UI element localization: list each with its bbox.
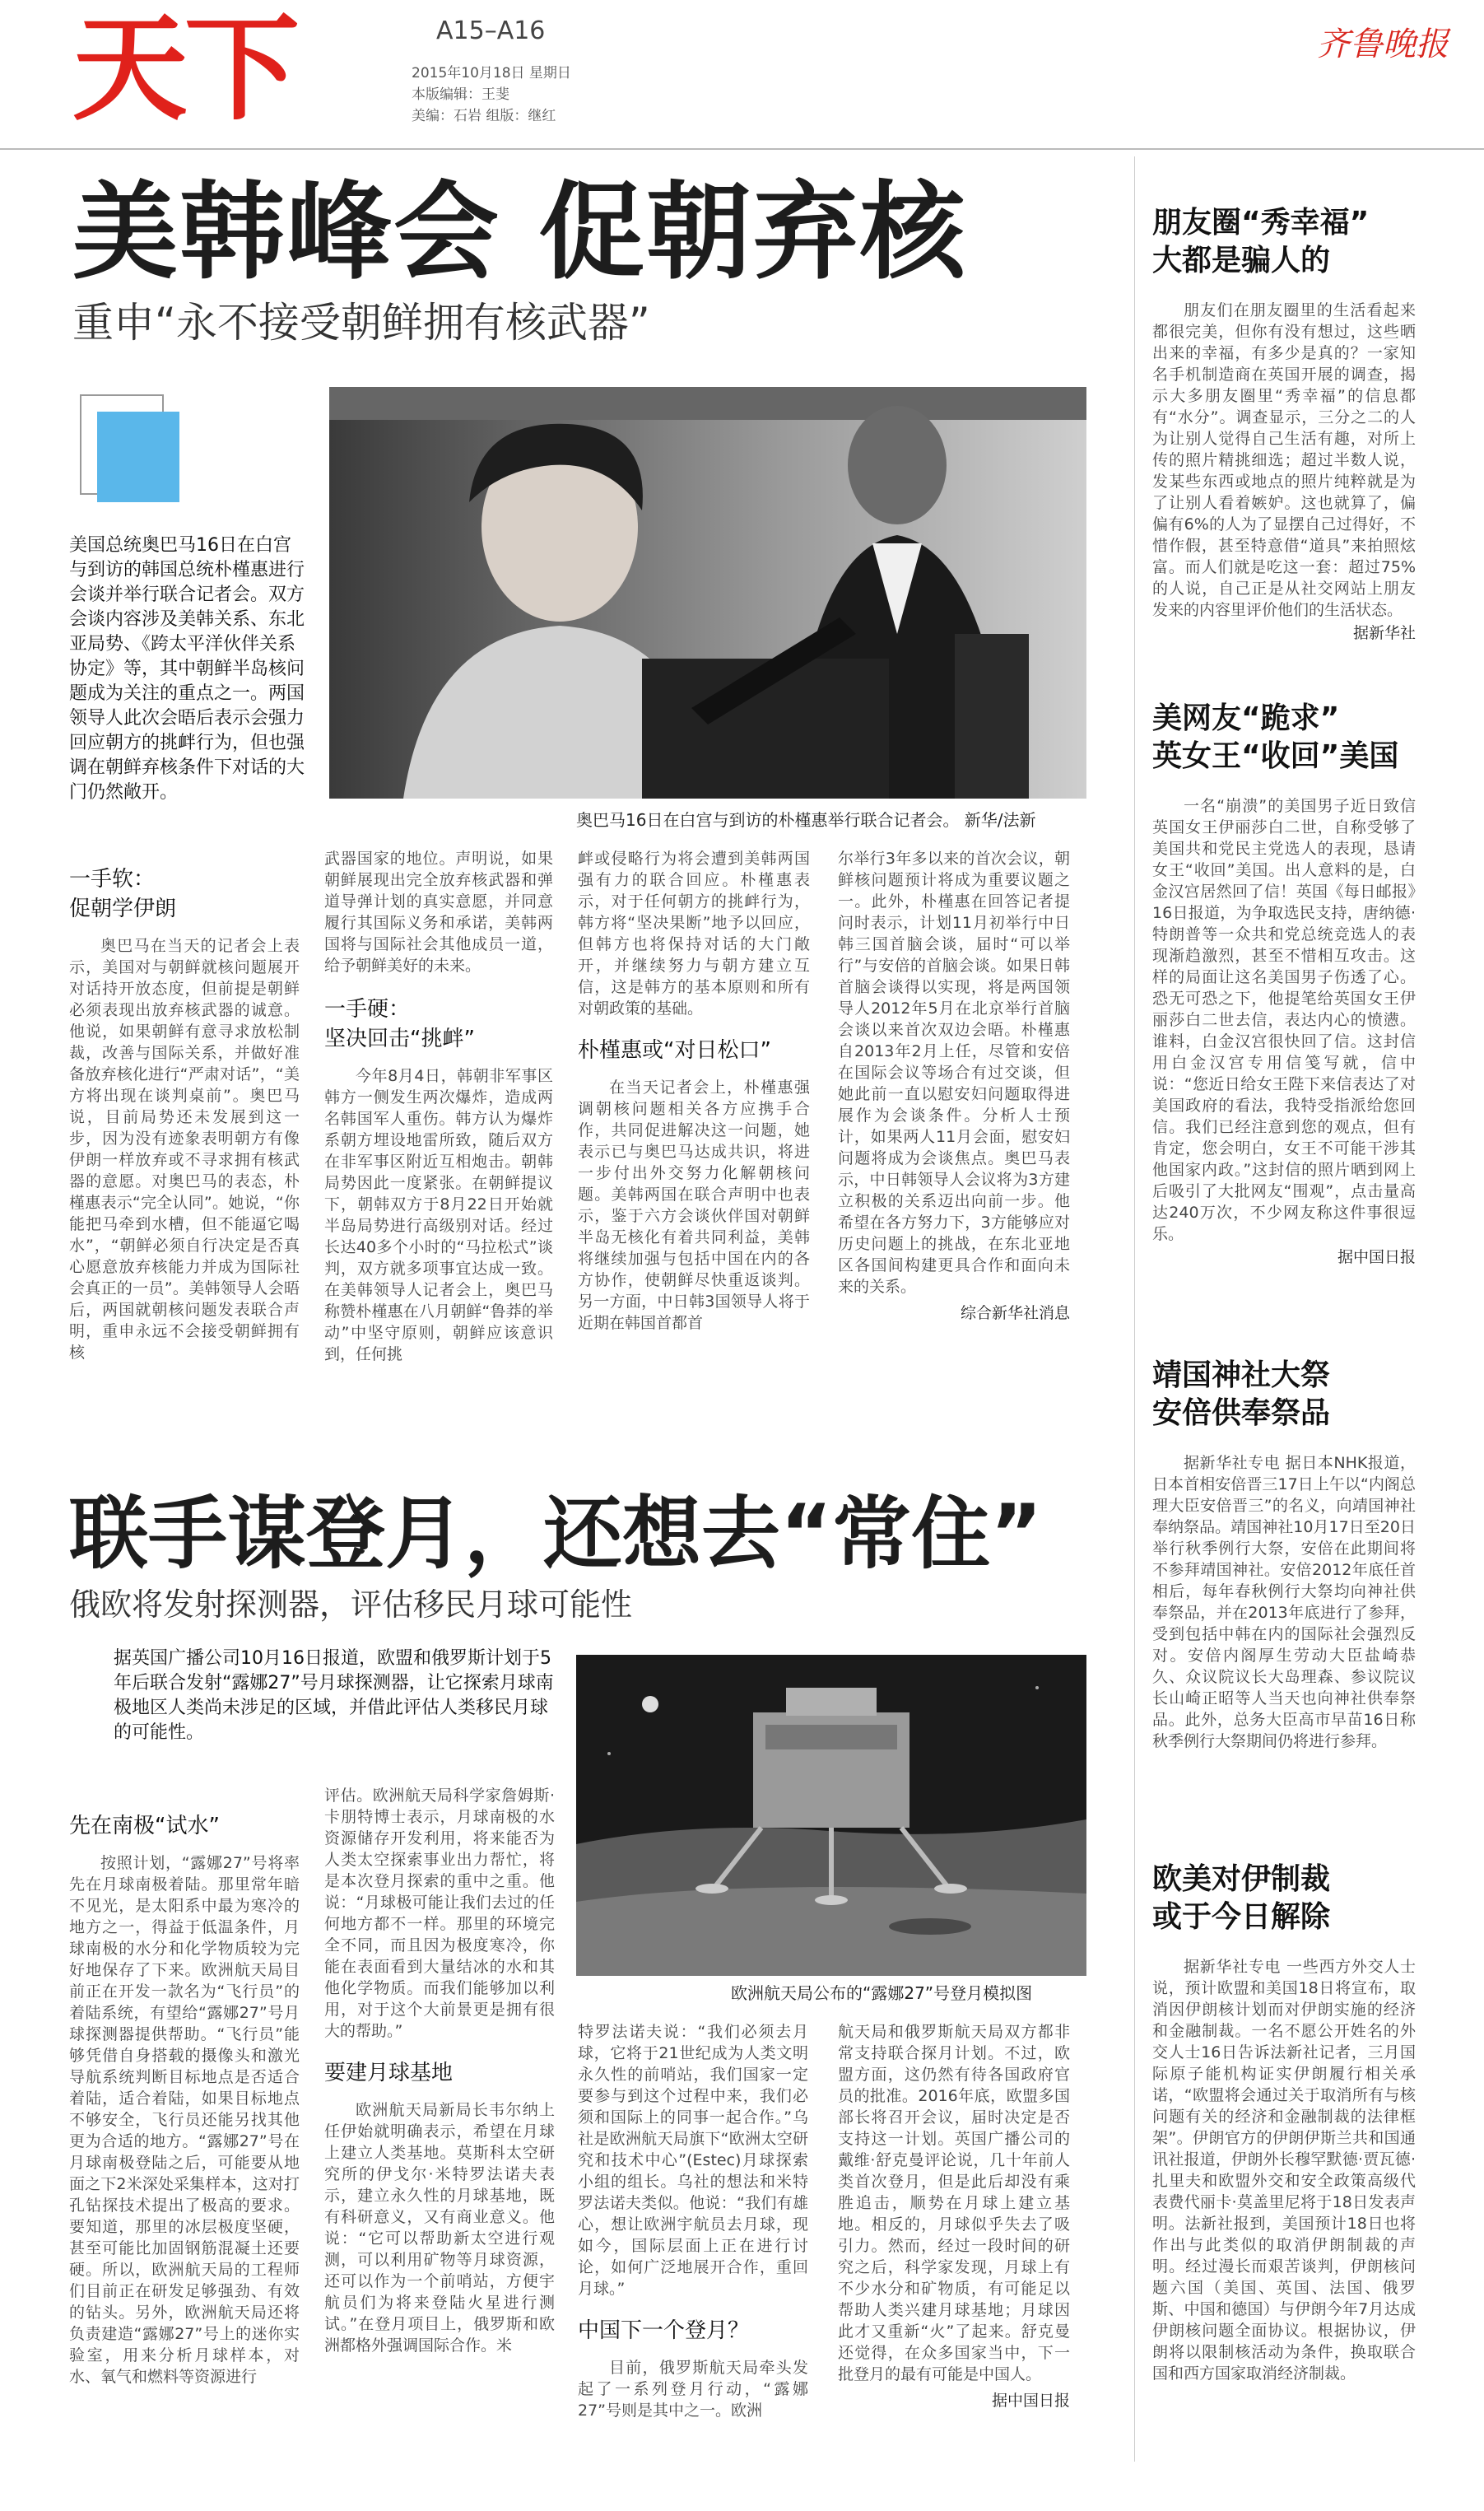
- story1-col2b-text: 今年8月4日，韩朝非军事区韩方一侧发生两次爆炸，造成两名韩国军人重伤。韩方认为爆炸系朝方埋设地雷所致，随后双方在非军事区附近互相炮击。朝韩局势因此一度紧张。在朝鲜提议下，朝韩双方于8月22日开始就半岛局势进行高级别对话。经过长达40多个小时的“马拉松式”谈判，双方就多项事宜达成一致。在美韩领导人记者会上，奥巴马称赞朴槿惠在八月朝鲜“鲁莽的举动”中坚守原则，朝鲜应该意识到，任何挑: [324, 1067, 553, 1363]
- sidebar-brief-4: [1152, 1861, 1416, 2384]
- section-label: 一手软：: [69, 867, 156, 892]
- brief-title: 欧美对伊制裁: [1152, 1862, 1331, 1896]
- story2-intro: 据英国广播公司10月16日报道，欧盟和俄罗斯计划于5年后联合发射“露娜27”号月球探测器，让它探索月球南极地区人类尚未涉足的区域，并借此评估人类移民月球的可能性。: [114, 1648, 554, 1743]
- story2-subhead: 俄欧将发射探测器，评估移民月球可能性: [69, 1586, 633, 1623]
- brief-source: 据中国日报: [1337, 1248, 1416, 1266]
- story1-column-4: [838, 848, 1070, 1323]
- story1-col3-text: 衅或侵略行为将会遭到美韩两国强有力的联合回应。朴槿惠表示，对于任何朝方的挑衅行为，韩方将“坚决果断”地予以回应，但韩方也将保持对话的大门敞开，并继续努力与朝方建立互信，这是韩方的基本原则和所有对朝政策的基础。: [578, 850, 810, 1018]
- story2-source: 据中国日报: [991, 2392, 1070, 2410]
- story2-col2b-text: 欧洲航天局新局长韦尔纳上任伊始就明确表示，希望在月球上建立人类基地。莫斯科太空研究所的伊戈尔·米特罗法诺夫表示，建立永久性的月球基地，既有科研意义，又有商业意义。他说：“它可以帮助新太空进行观测，可以利用矿物等月球资源，还可以作为一个前哨站，方便宇航员们为将来登陆火星进行测试。”在登月项目上，俄罗斯和欧洲都格外强调国际合作。米: [324, 2101, 555, 2355]
- brief-title: 或于今日解除: [1152, 1900, 1331, 1934]
- section-title: 先在南极“试水”: [69, 1814, 220, 1838]
- brief-title: 英女王“收回”美国: [1152, 739, 1399, 773]
- story1-column-2: [324, 848, 553, 1365]
- brief-body: 一名“崩溃”的美国男子近日致信英国女王伊丽莎白二世，自称受够了美国共和党民主党选人的表现，恳请女王“收回”美国。出人意料的是，白金汉宫居然回了信！英国《每日邮报》16日报道，为争取选民支持，唐纳德·特朗普等一众共和党总统竞选人的表现渐趋激烈，甚至不惜相互攻击。这样的局面让这名美国男子伤透了心。恐无可恐之下，他提笔给英国女王伊丽莎白二世去信，表达内心的愤懑。谁料，白金汉宫很快回了信。这封信用白金汉宫专用信笺写就，信中说：“您近日给女王陛下来信表达了对美国政府的看法，我特受指派给您回信。我们已经注意到您的观点，但有肯定，您会明白，女王不可能干涉其他国家内政。”这封信的照片晒到网上后吸引了大批网友“围观”，点击量高达240万次，不少网友称这件事很逗乐。: [1152, 797, 1416, 1243]
- sidebar-brief-3: [1152, 1357, 1416, 1752]
- section-logo: 天下: [72, 2, 297, 137]
- issue-date: 2015年10月18日 星期日: [412, 65, 571, 82]
- story1-col4-text: 尔举行3年多以来的首次会议，朝鲜核问题预计将成为重要议题之一。此外，朴槿惠在回答记者提问时表示，计划11月初举行中日韩三国首脑会谈，届时“可以举行”与安倍的首脑会谈。如果日韩首脑会谈得以实现，将是两国领导人2012年5月在北京举行首脑会谈以来首次双边会晤。朴槿惠自2013年2月上任，尽管和安倍在国际会议等场合有过交谈，但她此前一直以慰安妇问题取得进展作为会谈条件。分析人士预计，如果两人11月会面，慰安妇问题将成为会谈焦点。奥巴马表示，中日韩领导人会议将为3方建立积极的关系迈出向前一步。他希望在各方努力下，3方能够应对历史问题上的挑战，在东北亚地区各国间构建更具合作和面向未来的关系。: [838, 850, 1070, 1296]
- lander-photo: [576, 1655, 1086, 1976]
- lander-photo-caption: 欧洲航天局公布的“露娜27”号登月模拟图: [731, 1983, 1033, 2003]
- section-title: 促朝学伊朗: [69, 897, 177, 921]
- story1-col2-text: 武器国家的地位。声明说，如果朝鲜展现出完全放弃核武器和弹道导弹计划的真实意愿，并同意履行其国际义务和承诺，美韩两国将与国际社会其他成员一道，给予朝鲜美好的未来。: [324, 850, 553, 975]
- story2-headline: 联手谋登月，还想去“常住”: [69, 1488, 1043, 1580]
- story2-col2-text: 评估。欧洲航天局科学家詹姆斯·卡朋特博士表示，月球南极的水资源储存开发利用，将来能否为人类太空探索事业出力帮忙，将是本次登月探索的重中之重。他说：“月球极可能让我们去过的任何地方都不一样。那里的环境完全不同，而且因为极度寒冷，你能在表面看到大量结冰的水和其他化学物质。而我们能够加以利用，对于这个大前景更是拥有很大的帮助。”: [324, 1787, 555, 2040]
- masthead-divider: [0, 148, 1484, 150]
- story1-column-1: [69, 864, 300, 1363]
- brief-body: 据新华社专电 据日本NHK报道，日本首相安倍晋三17日上午以“内阁总理大臣安倍晋三”的名义，向靖国神社奉纳祭品。靖国神社10月17日至20日举行秋季例行大祭，安倍在此期间将不参拜靖国神社。安倍2012年底任首相后，每年春秋例行大祭均向神社供奉祭品，并在2013年底进行了参拜，受到包括中韩在内的国际社会强烈反对。安倍内阁厚生劳动大臣盐崎恭久、众议院议长大岛理森、参议院议长山崎正昭等人当天也向神社供奉祭品。此外，总务大臣高市早苗16日称秋季例行大祭期间仍将进行参拜。: [1152, 1454, 1416, 1750]
- brief-body: 据新华社专电 一些西方外交人士说，预计欧盟和美国18日将宣布，取消因伊朗核计划而对伊朗实施的经济和金融制裁。一名不愿公开姓名的外交人士16日告诉法新社记者，三月国际原子能机构证实伊朗履行相关承诺，“欧盟将会通过关于取消所有与核问题有关的经济和金融制裁的法律框架”。伊朗官方的伊朗伊斯兰共和国通讯社报道，伊朗外长穆罕默德·贾瓦德·扎里夫和欧盟外交和安全政策高级代表费代丽卡·莫盖里尼将于18日发表声明。法新社报到，美国预计18日也将作出与此类似的取消伊朗制裁的声明。经过漫长而艰苦谈判，伊朗核问题六国（美国、英国、法国、俄罗斯、中国和德国）与伊朗今年7月达成伊朗核问题全面协议。根据协议，伊朗将以限制核活动为条件，换取联合国和西方国家取消经济制裁。: [1152, 1958, 1416, 2383]
- story2-column-2: [324, 1785, 555, 2356]
- brief-title: 靖国神社大祭: [1152, 1358, 1331, 1392]
- story2-col3b-text: 目前，俄罗斯航天局牵头发起了一系列登月行动，“露娜27”号则是其中之一。欧洲: [578, 2359, 808, 2420]
- summit-photo: [329, 387, 1086, 799]
- story1-headline: 美韩峰会 促朝弃核: [72, 171, 967, 294]
- brief-title: 大都是骗人的: [1152, 244, 1331, 277]
- section-title: 坚决回击“挑衅”: [324, 1027, 475, 1051]
- story2-col1-text: 按照计划，“露娜27”号将率先在月球南极着陆。那里常年暗不见光，是太阳系中最为寒冷的地方之一，得益于低温条件，月球南极的水分和化学物质较为完好地保存了下来。欧洲航天局目前正在开发一款名为“飞行员”的着陆系统，有望给“露娜27”号月球探测器提供帮助。“飞行员”能够凭借自身搭载的摄像头和激光导航系统判断目标地点是否适合着陆，适合着陆，如果目标地点不够安全，飞行员还能另找其他更为合适的地方。“露娜27”号在月球南极登陆之后，可能要从地面之下2米深处采集样本，这对打孔钻探技术提出了极高的要求。要知道，那里的冰层极度坚硬，甚至可能比加固钢筋混凝土还要硬。所以，欧洲航天局的工程师们目前正在研发足够强劲、有效的钻头。另外，欧洲航天局还将负责建造“露娜27”号上的迷你实验室，用来分析月球样本，对水、氧气和燃料等资源进行: [69, 1854, 300, 2386]
- brief-title: 朋友圈“秀幸福”: [1152, 206, 1370, 240]
- section-title: 中国下一个登月？: [578, 2318, 750, 2343]
- story1-subhead: 重申“永不接受朝鲜拥有核武器”: [72, 299, 650, 347]
- brief-title: 安倍供奉祭品: [1152, 1396, 1331, 1430]
- newspaper-name: 齐鲁晚报: [1317, 26, 1449, 63]
- sidebar-brief-2: [1152, 700, 1416, 1267]
- brief-source: 据新华社: [1352, 624, 1416, 642]
- page-meta: [412, 63, 571, 127]
- sidebar-divider: [1134, 156, 1135, 2462]
- sidebar-brief-1: [1152, 204, 1416, 643]
- quote-box-graphic: [72, 387, 188, 510]
- brief-title: 美网友“跪求”: [1152, 701, 1340, 735]
- story1-intro: 美国总统奥巴马16日在白宫与到访的韩国总统朴槿惠进行会谈并举行联合记者会。双方会谈内容涉及美韩关系、东北亚局势、《跨太平洋伙伴关系协定》等，其中朝鲜半岛核问题成为关注的重点之一。两国领导人此次会晤后表示会强力回应朝方的挑衅行为，但也强调在朝鲜弃核条件下对话的大门仍然敞开。: [69, 535, 305, 803]
- story2-column-1: [69, 1811, 300, 2388]
- story2-column-3: [578, 2021, 808, 2421]
- story2-col3-text: 特罗法诺夫说：“我们必须去月球，它将于21世纪成为人类文明永久性的前哨站，我们国家一定要参与到这个过程中来，我们必须和国际上的同事一起合作。”乌社是欧洲航天局旗下“欧洲太空研究和技术中心”(Estec)月球探索小组的组长。乌社的想法和米特罗法诺夫类似。他说：“我们有雄心，想让欧洲宇航员去月球，现如今，国际层面上正在进行讨论，如何广泛地展开合作，重回月球。”: [578, 2023, 808, 2298]
- story2-column-4: [838, 2021, 1070, 2411]
- page-numbers: A15–A16: [436, 16, 546, 45]
- story1-col1-text: 奥巴马在当天的记者会上表示，美国对与朝鲜就核问题展开对话持开放态度，但前提是朝鲜必须表现出放弃核武器的诚意。他说，如果朝鲜有意寻求放松制裁，改善与国际关系，并做好准备放弃核化进行“严肃对话”，“美方将出现在谈判桌前”。奥巴马说，目前局势还未发展到这一步，因为没有迹象表明朝方有像伊朗一样放弃或不寻求拥有核武器的意愿。对奥巴马的表态，朴槿惠表示“完全认同”。她说，“你能把马牵到水槽，但不能逼它喝水”，“朝鲜必须自行决定是否真心愿意放弃核能力并成为国际社会真正的一员”。美韩领导人会晤后，两国就朝核问题发表联合声明，重申永远不会接受朝鲜拥有核: [69, 937, 300, 1362]
- staff-credit: 美编：石岩 组版：继红: [412, 108, 556, 124]
- story2-col4-text: 航天局和俄罗斯航天局双方都非常支持联合探月计划。不过，欧盟方面，这仍然有待各国政府官员的批准。2016年底，欧盟多国部长将召开会议，届时决定是否支持这一计划。英国广播公司的戴维·舒克曼评论说，几十年前人类首次登月，但是此后却没有乘胜追击，顺势在月球上建立基地。相反的，月球似乎失去了吸引力。然而，经过一段时间的研究之后，科学家发现，月球上有不少水分和矿物质，有可能足以帮助人类兴建月球基地；月球因此才又重新“火”了起来。舒克曼还觉得，在众多国家当中，下一批登月的最有可能是中国人。: [838, 2023, 1070, 2383]
- story1-source: 综合新华社消息: [960, 1304, 1070, 1322]
- section-label: 一手硬：: [324, 997, 411, 1022]
- section-title: 朴槿惠或“对日松口”: [578, 1038, 771, 1063]
- story1-column-3: [578, 848, 810, 1334]
- story1-col3b-text: 在当天记者会上，朴槿惠强调朝核问题相关各方应携手合作，共同促进解决这一问题，她表示已与奥巴马达成共识，将进一步付出外交努力化解朝核问题。美韩两国在联合声明中也表示，鉴于六方会谈伙伴国对朝鲜半岛无核化有着共同利益，美韩将继续加强与包括中国在内的各方协作，使朝鲜尽快重返谈判。另一方面，中日韩3国领导人将于近期在韩国首都首: [578, 1078, 810, 1332]
- editor-credit: 本版编辑：王斐: [412, 86, 509, 103]
- section-title: 要建月球基地: [324, 2061, 454, 2085]
- summit-photo-caption: 奥巴马16日在白宫与到访的朴槿惠举行联合记者会。 新华/法新: [576, 810, 1036, 830]
- brief-body: 朋友们在朋友圈里的生活看起来都很完美，但你有没有想过，这些晒出来的幸福，有多少是真的？一家知名手机制造商在英国开展的调查，揭示大多朋友圈里“秀幸福”的信息都有“水分”。调查显示，三分之二的人为让别人觉得自己生活有趣，对所上传的照片精挑细选；超过半数人说，发某些东西或地点的照片纯粹就是为了让别人看着嫉妒。这也就算了，偏偏有6%的人为了显摆自己过得好，不惜作假，甚至特意借“道具”来拍照炫富。而人们就是吃这一套：超过75%的人说，自己正是从社交网站上朋友发来的内容里评价他们的生活状态。: [1152, 301, 1416, 619]
